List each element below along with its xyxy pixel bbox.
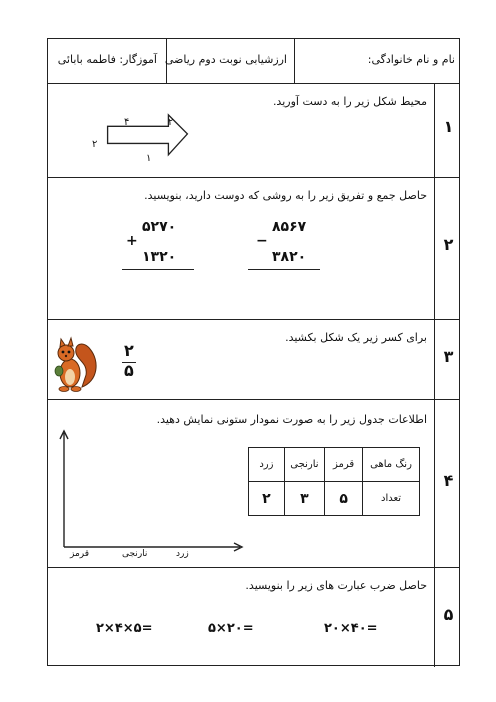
table-cell: تعداد bbox=[363, 482, 420, 516]
addition-operator: + bbox=[126, 233, 140, 249]
question-number: ۴ bbox=[443, 471, 454, 490]
divider bbox=[48, 319, 459, 320]
subtraction-top: ۸۵۶۷ bbox=[272, 219, 307, 235]
question-instruction: محیط شکل زیر را به دست آورید. bbox=[272, 95, 427, 108]
axis-label: نارنجی bbox=[122, 549, 148, 559]
multiplication-expression: ۲۰×۴۰= bbox=[324, 621, 378, 636]
table-cell: ۲ bbox=[249, 482, 285, 516]
divider bbox=[48, 83, 459, 84]
table-header: زرد bbox=[249, 448, 285, 482]
data-table bbox=[248, 447, 420, 516]
arrow-side-top-right: ۲ bbox=[168, 117, 174, 128]
exam-sheet bbox=[47, 38, 460, 666]
subtraction-bottom: ۳۸۲۰ bbox=[272, 249, 307, 265]
table-cell: ۵ bbox=[325, 482, 363, 516]
divider bbox=[48, 567, 459, 568]
number-column-divider bbox=[434, 83, 435, 667]
axis-label: قرمز bbox=[70, 549, 90, 559]
subtraction-line bbox=[248, 269, 320, 270]
fraction-numerator: ۲ bbox=[124, 341, 134, 360]
addition-top: ۵۲۷۰ bbox=[142, 219, 177, 235]
table-header: رنگ ماهی bbox=[363, 448, 420, 482]
table-cell: ۳ bbox=[284, 482, 324, 516]
divider bbox=[48, 177, 459, 178]
question-instruction: حاصل جمع و تفریق زیر را به روشی که دوست دارید، بنویسید. bbox=[144, 189, 427, 202]
fraction-denominator: ۵ bbox=[124, 361, 134, 380]
question-instruction: برای کسر زیر یک شکل بکشید. bbox=[285, 331, 427, 344]
student-name-label: نام و نام خانوادگی: bbox=[367, 53, 455, 66]
subtraction-operator: − bbox=[256, 233, 270, 249]
exam-title: ارزشیابی نوبت دوم ریاضی bbox=[164, 53, 287, 66]
axis-label: زرد bbox=[176, 549, 189, 559]
table-header: قرمز bbox=[325, 448, 363, 482]
arrow-shape bbox=[100, 111, 190, 167]
arrow-side-left: ۲ bbox=[92, 139, 98, 150]
divider bbox=[48, 399, 459, 400]
arrow-side-top: ۴ bbox=[124, 117, 130, 128]
question-number: ۳ bbox=[443, 347, 454, 366]
question-instruction: حاصل ضرب عبارت های زیر را بنویسید. bbox=[245, 579, 427, 592]
question-instruction: اطلاعات جدول زیر را به صورت نمودار ستونی نمایش دهید. bbox=[156, 413, 427, 426]
teacher-name: آموزگار: فاطمه بابائی bbox=[57, 53, 157, 66]
addition-line bbox=[122, 269, 194, 270]
addition-bottom: ۱۳۲۰ bbox=[142, 249, 177, 265]
bar-chart-axes bbox=[56, 427, 246, 557]
multiplication-expression: ۵×۲۰= bbox=[208, 621, 254, 636]
header-divider bbox=[294, 39, 295, 83]
question-number: ۱ bbox=[443, 117, 454, 136]
arrow-side-bottom: ۱ bbox=[146, 153, 152, 164]
question-number: ۲ bbox=[443, 235, 454, 254]
table-header: نارنجی bbox=[284, 448, 324, 482]
squirrel-icon bbox=[50, 335, 100, 393]
question-number: ۵ bbox=[443, 605, 454, 624]
multiplication-expression: ۲×۴×۵= bbox=[96, 621, 153, 636]
